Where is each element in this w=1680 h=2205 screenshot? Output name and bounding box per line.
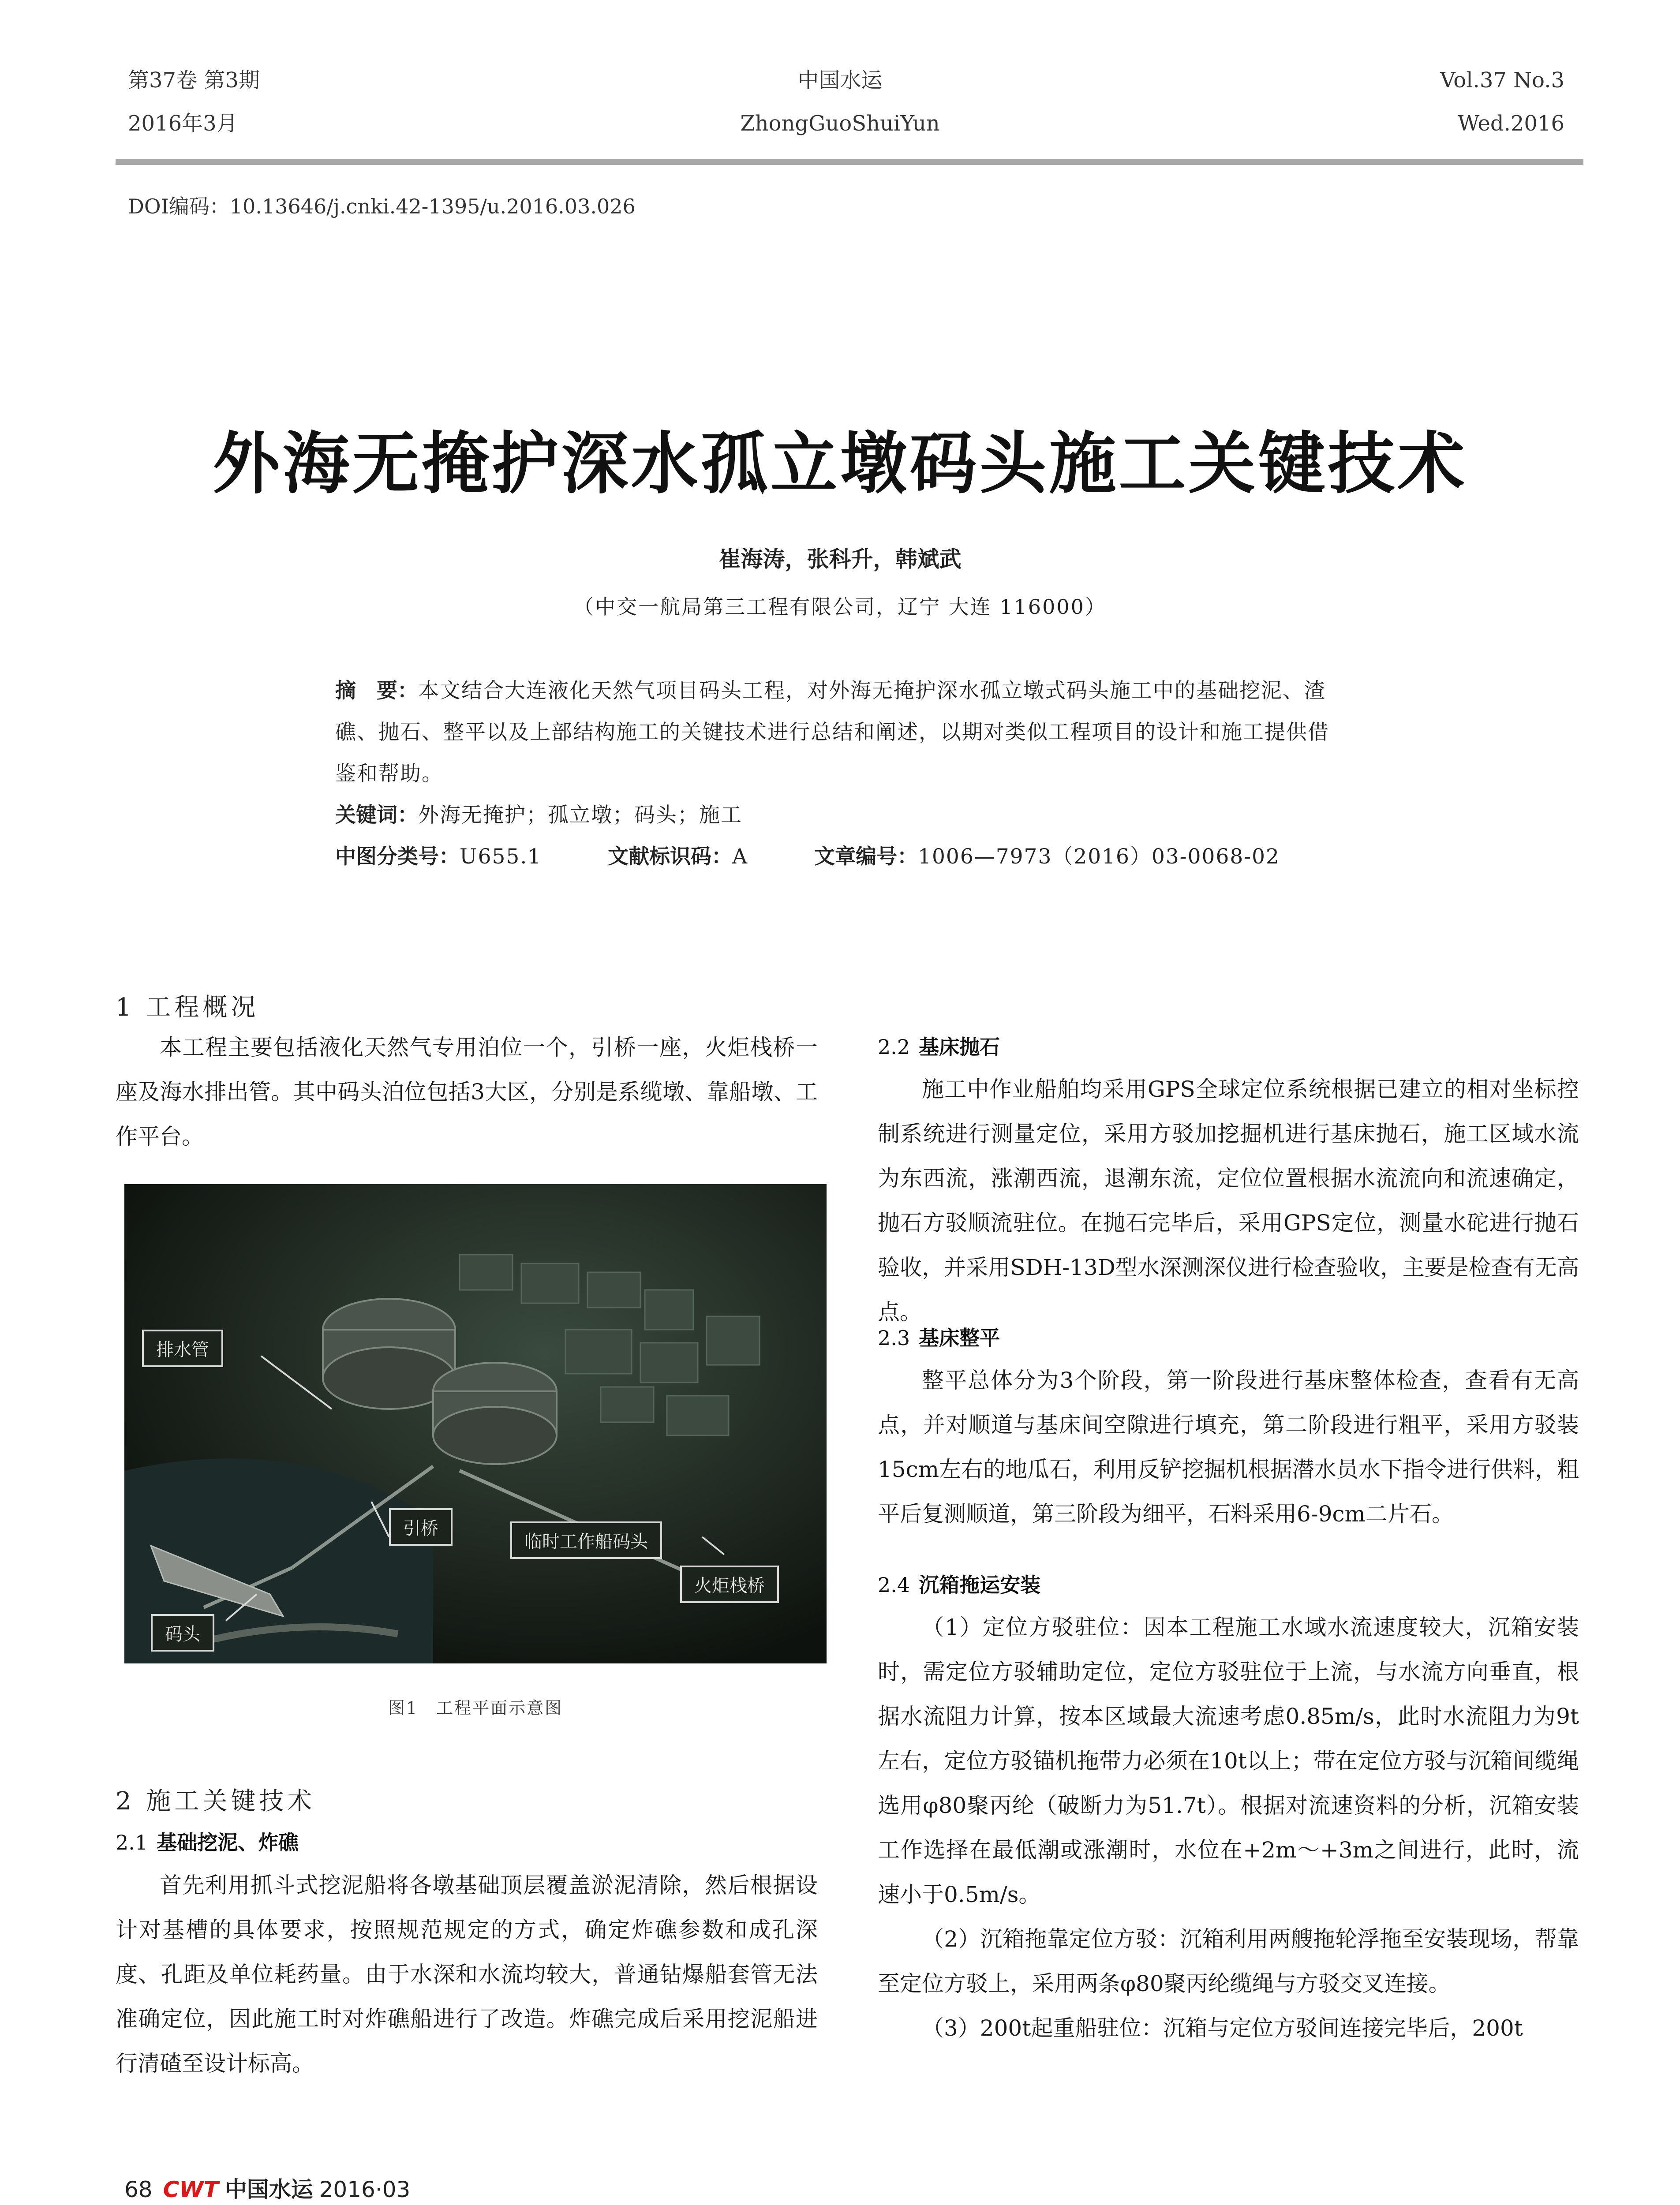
doc-code-value: A [732, 845, 748, 869]
paper-title: 外海无掩护深水孤立墩码头施工关键技术 [213, 424, 1467, 503]
journal-name-cn: 中国水运 [797, 68, 883, 93]
section-2-3-body [878, 1358, 1579, 1536]
figure-caption: 图1 工程平面示意图 [388, 1698, 563, 1718]
abstract-block [335, 670, 1332, 878]
section-2-4-paragraph-2: （2）沉箱拖靠定位方驳：沉箱利用两艘拖轮浮拖至安装现场，帮靠至定位方驳上，采用两条φ80聚丙纶缆绳与方驳交叉连接。 [878, 1926, 1579, 1996]
header-rule [116, 159, 1583, 165]
section-2-2-body [878, 1067, 1579, 1334]
clc-value: U655.1 [460, 845, 542, 869]
volume-number-en: Vol.37 No.3 [1440, 68, 1564, 93]
section-2-1-heading [116, 1827, 299, 1856]
section-2-4-paragraph-1: （1）定位方驳驻位：因本工程施工水域水流速度较大，沉箱安装时，需定位方驳辅助定位，定位方驳驻位于上流，与水流方向垂直，根据水流阻力计算，按本区域最大流速考虑0.85m/s，此时水流阻力为9t左右，定位方驳锚机拖带力必须在10t以上；带在定位方驳与沉箱间缆绳选用φ80聚丙纶（破断力为51.7t）。根据对流速资料的分析，沉箱安装工作选择在最低潮或涨潮时，水位在+2m～+3m之间进行，此时，流速小于0.5m/s。 [878, 1615, 1579, 1907]
section-2-4-paragraph-3: （3）200t起重船驻位：沉箱与定位方驳间连接完毕后，200t [922, 2015, 1523, 2041]
journal-name-pinyin: ZhongGuoShuiYun [740, 111, 940, 136]
figure-label-temp-wharf: 临时工作船码头 [510, 1521, 662, 1559]
abstract-text: 本文结合大连液化天然气项目码头工程，对外海无掩护深水孤立墩式码头施工中的基础挖泥、渣礁、抛石、整平以及上部结构施工的关键技术进行总结和阐述，以期对类似工程项目的设计和施工提供借鉴和帮助。 [335, 679, 1329, 786]
abstract [335, 670, 1332, 795]
date-en: Wed.2016 [1458, 111, 1564, 136]
keywords-text: 外海无掩护；孤立墩；码头；施工 [418, 803, 742, 827]
footer-issue: 2016·03 [319, 2177, 411, 2202]
doi-code: DOI编码：10.13646/j.cnki.42-1395/u.2016.03.026 [128, 194, 636, 218]
section-2-1-body [116, 1863, 818, 2086]
section-1-paragraph: 本工程主要包括液化天然气专用泊位一个，引桥一座，火炬栈桥一座及海水排出管。其中码头泊位包括3大区，分别是系缆墩、靠船墩、工作平台。 [116, 1035, 818, 1149]
publication-date: 2016年3月 [128, 111, 238, 136]
figure-label-flare-trestle: 火炬栈桥 [680, 1566, 779, 1603]
classification-line [335, 836, 1332, 878]
section-2-heading: 2 施工关键技术 [116, 1787, 316, 1816]
affiliation: （中交一航局第三工程有限公司，辽宁 大连 116000） [573, 595, 1107, 619]
section-2-2-number: 2.2 [878, 1035, 910, 1059]
section-2-4-body [878, 1605, 1579, 2051]
figure-label-approach-bridge: 引桥 [389, 1508, 453, 1546]
cwt-logo: CWT [163, 2177, 219, 2202]
project-plan-figure [124, 1184, 827, 1663]
article-no-value: 1006—7973（2016）03-0068-02 [918, 845, 1280, 869]
page-footer [124, 2172, 410, 2204]
article-no-label: 文章编号： [814, 845, 918, 869]
section-2-2-heading [878, 1031, 1000, 1060]
section-2-3-number: 2.3 [878, 1326, 910, 1350]
doc-code-label: 文献标识码： [608, 845, 733, 869]
section-2-3-paragraph: 整平总体分为3个阶段，第一阶段进行基床整体检查，查看有无高点，并对顺道与基床间空隙进行填充，第二阶段进行粗平，采用方驳装15cm左右的地瓜石，利用反铲挖掘机根据潜水员水下指令进行供料，粗平后复测顺道，第三阶段为细平，石料采用6-9cm二片石。 [878, 1368, 1579, 1527]
section-2-4-title: 沉箱拖运安装 [919, 1573, 1041, 1597]
page-number: 68 [124, 2177, 153, 2202]
clc-label: 中图分类号： [335, 845, 460, 869]
keywords-label: 关键词： [335, 803, 418, 827]
authors: 崔海涛，张科升，韩斌武 [718, 546, 962, 572]
abstract-label: 摘 要： [335, 679, 418, 703]
section-1-body [116, 1025, 818, 1159]
figure-label-wharf: 码头 [151, 1614, 214, 1652]
section-2-4-number: 2.4 [878, 1573, 910, 1597]
section-2-1-paragraph: 首先利用抓斗式挖泥船将各墩基础顶层覆盖淤泥清除，然后根据设计对基槽的具体要求，按照规范规定的方式，确定炸礁参数和成孔深度、孔距及单位耗药量。由于水深和水流均较大，普通钻爆船套管无法准确定位，因此施工时对炸礁船进行了改造。炸礁完成后采用挖泥船进行清碴至设计标高。 [116, 1872, 818, 2076]
figure-label-drain-pipe: 排水管 [142, 1330, 223, 1367]
section-2-2-title: 基床抛石 [919, 1035, 1000, 1059]
section-2-1-title: 基础挖泥、炸礁 [157, 1831, 299, 1854]
section-2-3-heading [878, 1322, 1000, 1351]
keywords [335, 795, 1332, 836]
section-1-heading: 1 工程概况 [116, 993, 259, 1022]
footer-journal-name: 中国水运 [224, 2177, 313, 2202]
section-2-3-title: 基床整平 [919, 1326, 1000, 1350]
section-2-4-heading [878, 1569, 1040, 1598]
volume-issue: 第37卷 第3期 [128, 68, 260, 93]
section-2-1-number: 2.1 [116, 1831, 148, 1854]
section-2-2-paragraph: 施工中作业船舶均采用GPS全球定位系统根据已建立的相对坐标控制系统进行测量定位，采用方驳加挖掘机进行基床抛石，施工区域水流为东西流，涨潮西流，退潮东流，定位位置根据水流流向和流速确定，抛石方驳顺流驻位。在抛石完毕后，采用GPS定位，测量水砣进行抛石验收，并采用SDH-13D型水深测深仪进行检查验收，主要是检查有无高点。 [878, 1076, 1579, 1325]
